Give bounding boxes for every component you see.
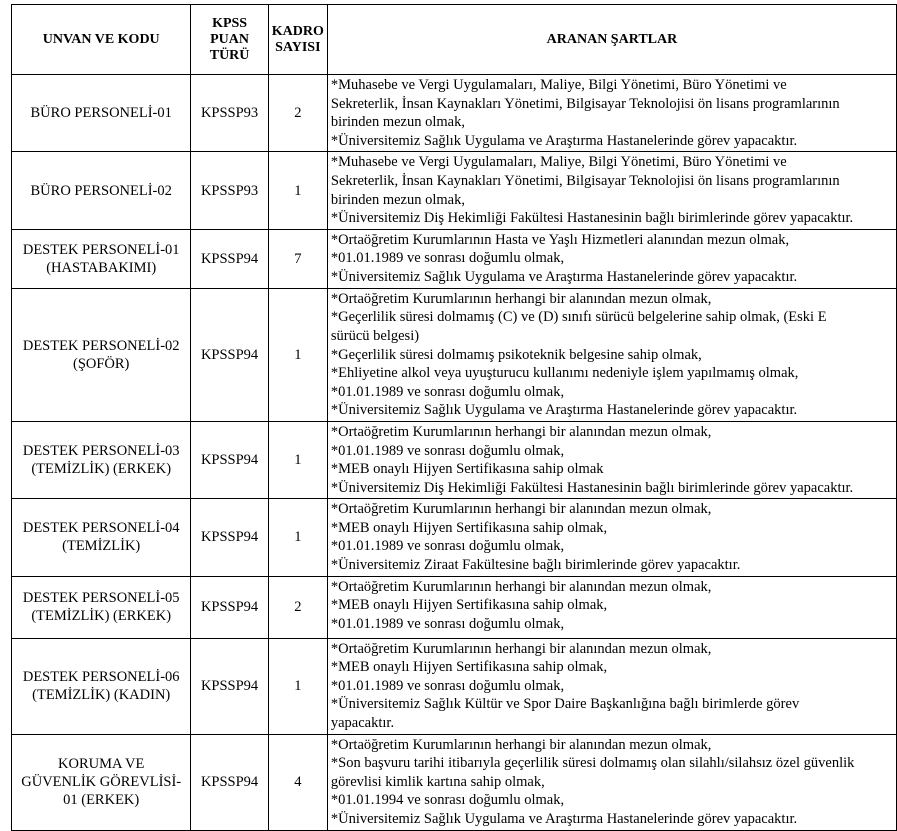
position-title: [12, 75, 191, 152]
header-kadro: KADRO SAYISI: [268, 5, 327, 75]
requirements-cell: [327, 229, 896, 288]
table-row: [12, 499, 897, 576]
requirement-line: *Üniversitemiz Sağlık Uygulama ve Araştırma Hastanelerinde görev yapacaktır.: [330, 268, 798, 285]
position-title-line: BÜRO PERSONELİ-02: [30, 182, 172, 199]
requirement-line: *Üniversitemiz Diş Hekimliği Fakültesi Hastanesinin bağlı birimlerinde görev yapacaktır.: [330, 210, 854, 227]
position-count: 1: [268, 152, 327, 229]
requirement-line: *01.01.1989 ve sonrası doğumlu olmak,: [330, 442, 565, 459]
requirement-line: *Geçerlilik süresi dolmamış (C) ve (D) sınıfı sürücü belgelerine sahip olmak, (Eski E: [330, 309, 827, 326]
requirement-line: *Muhasebe ve Vergi Uygulamaları, Maliye, Bilgi Yönetimi, Büro Yönetimi ve: [330, 154, 787, 171]
position-title: [12, 734, 191, 830]
table-row: [12, 288, 897, 421]
requirement-line: *01.01.1989 ve sonrası doğumlu olmak,: [330, 615, 565, 632]
position-title-line: KORUMA VE: [58, 756, 145, 773]
table-row: [12, 638, 897, 734]
requirement-line: *01.01.1989 ve sonrası doğumlu olmak,: [330, 677, 565, 694]
position-count: 1: [268, 421, 327, 498]
requirement-line: *Son başvuru tarihi itibarıyla geçerlilik süresi dolmamış olan silahlı/silahsız özel güvenlik: [330, 755, 855, 772]
table-row: [12, 229, 897, 288]
position-title-line: (TEMİZLİK): [62, 538, 141, 555]
requirement-line: *Ortaöğretim Kurumlarının herhangi bir alanından mezun olmak,: [330, 290, 712, 307]
kpss-score-type: KPSSP94: [191, 421, 268, 498]
position-count: 1: [268, 499, 327, 576]
position-title-line: (HASTABAKIMI): [46, 259, 157, 276]
requirement-line: *Ortaöğretim Kurumlarının herhangi bir alanından mezun olmak,: [330, 423, 712, 440]
requirement-line: *MEB onaylı Hijyen Sertifikasına sahip olmak,: [330, 597, 608, 614]
requirements-cell: [327, 288, 896, 421]
position-title-line: DESTEK PERSONELİ-04: [22, 520, 180, 537]
position-title: [12, 421, 191, 498]
position-title-line: GÜVENLİK GÖREVLİSİ-: [21, 774, 182, 791]
requirements-cell: [327, 152, 896, 229]
requirement-line: *Üniversitemiz Ziraat Fakültesine bağlı birimlerinde görev yapacaktır.: [330, 557, 741, 574]
kpss-score-type: KPSSP94: [191, 576, 268, 638]
requirements-cell: [327, 638, 896, 734]
requirement-line: Sekreterlik, İnsan Kaynakları Yönetimi, Bilgisayar Teknolojisi ön lisans programlarının: [330, 172, 840, 189]
position-title: [12, 576, 191, 638]
header-row: [12, 5, 897, 75]
requirement-line: *01.01.1989 ve sonrası doğumlu olmak,: [330, 383, 565, 400]
table-row: [12, 75, 897, 152]
kpss-score-type: KPSSP94: [191, 288, 268, 421]
table-row: [12, 152, 897, 229]
requirements-cell: [327, 421, 896, 498]
kpss-score-type: KPSSP93: [191, 75, 268, 152]
position-title-line: DESTEK PERSONELİ-01: [22, 241, 180, 258]
requirement-line: *Ortaöğretim Kurumlarının herhangi bir alanından mezun olmak,: [330, 578, 712, 595]
table-row: [12, 421, 897, 498]
position-title-line: DESTEK PERSONELİ-03: [22, 443, 180, 460]
requirement-line: *Muhasebe ve Vergi Uygulamaları, Maliye, Bilgi Yönetimi, Büro Yönetimi ve: [330, 77, 787, 93]
requirement-line: sürücü belgesi): [330, 327, 420, 344]
position-title-line: (TEMİZLİK) (ERKEK): [31, 608, 172, 625]
position-title-line: DESTEK PERSONELİ-05: [22, 590, 180, 607]
position-title-line: 01 (ERKEK): [63, 792, 140, 809]
requirement-line: *Geçerlilik süresi dolmamış psikoteknik belgesine sahip olmak,: [330, 346, 702, 363]
requirement-line: *Üniversitemiz Sağlık Kültür ve Spor Daire Başkanlığına bağlı birimlerde görev: [330, 696, 800, 713]
requirement-line: *01.01.1989 ve sonrası doğumlu olmak,: [330, 250, 565, 267]
requirement-line: *Üniversitemiz Sağlık Uygulama ve Araştırma Hastanelerinde görev yapacaktır.: [330, 132, 798, 149]
position-title: [12, 638, 191, 734]
requirement-line: Sekreterlik, İnsan Kaynakları Yönetimi, Bilgisayar Teknolojisi ön lisans programlarının: [330, 95, 840, 112]
position-count: 7: [268, 229, 327, 288]
requirement-line: *Ortaöğretim Kurumlarının herhangi bir alanından mezun olmak,: [330, 501, 712, 518]
requirements-cell: [327, 75, 896, 152]
requirement-line: *Üniversitemiz Sağlık Uygulama ve Araştırma Hastanelerinde görev yapacaktır.: [330, 811, 798, 827]
positions-table: [11, 4, 897, 831]
position-title-line: DESTEK PERSONELİ-06: [22, 669, 180, 686]
table-row: [12, 734, 897, 830]
position-count: 1: [268, 288, 327, 421]
requirement-line: görevlisi kimlik kartına sahip olmak,: [330, 773, 545, 790]
requirement-line: yapacaktır.: [330, 715, 395, 732]
position-title: [12, 499, 191, 576]
requirement-line: *MEB onaylı Hijyen Sertifikasına sahip olmak: [330, 461, 604, 478]
requirement-line: *Ortaöğretim Kurumlarının herhangi bir alanından mezun olmak,: [330, 640, 712, 657]
position-count: 4: [268, 734, 327, 830]
requirement-line: *01.01.1989 ve sonrası doğumlu olmak,: [330, 538, 565, 555]
requirement-line: *Ortaöğretim Kurumlarının Hasta ve Yaşlı Hizmetleri alanından mezun olmak,: [330, 231, 790, 248]
position-count: 2: [268, 75, 327, 152]
requirement-line: *Üniversitemiz Sağlık Uygulama ve Araştırma Hastanelerinde görev yapacaktır.: [330, 402, 798, 419]
header-requirements: ARANAN ŞARTLAR: [327, 5, 896, 75]
kpss-score-type: KPSSP94: [191, 638, 268, 734]
requirement-line: *MEB onaylı Hijyen Sertifikasına sahip olmak,: [330, 659, 608, 676]
requirement-line: *MEB onaylı Hijyen Sertifikasına sahip olmak,: [330, 519, 608, 536]
header-title: UNVAN VE KODU: [12, 5, 191, 75]
kpss-score-type: KPSSP94: [191, 499, 268, 576]
requirements-cell: [327, 499, 896, 576]
position-count: 2: [268, 576, 327, 638]
kpss-score-type: KPSSP94: [191, 229, 268, 288]
kpss-score-type: KPSSP93: [191, 152, 268, 229]
position-title: [12, 288, 191, 421]
header-kpss: KPSS PUAN TÜRÜ: [191, 5, 268, 75]
position-title: [12, 152, 191, 229]
requirement-line: *Üniversitemiz Diş Hekimliği Fakültesi Hastanesinin bağlı birimlerinde görev yapacaktır.: [330, 479, 854, 496]
position-title-line: (TEMİZLİK) (KADIN): [32, 687, 171, 704]
position-title-line: (TEMİZLİK) (ERKEK): [31, 461, 172, 478]
requirement-line: *Ortaöğretim Kurumlarının herhangi bir alanından mezun olmak,: [330, 736, 712, 753]
requirement-line: *Ehliyetine alkol veya uyuşturucu kullanımı nedeniyle işlem yapılmamış olmak,: [330, 365, 799, 382]
requirement-line: birinden mezun olmak,: [330, 114, 465, 131]
requirement-line: birinden mezun olmak,: [330, 191, 465, 208]
position-title-line: BÜRO PERSONELİ-01: [30, 105, 172, 122]
kpss-score-type: KPSSP94: [191, 734, 268, 830]
requirements-cell: [327, 734, 896, 830]
requirements-cell: [327, 576, 896, 638]
table-row: [12, 576, 897, 638]
position-title: [12, 229, 191, 288]
position-title-line: DESTEK PERSONELİ-02: [22, 337, 180, 354]
position-title-line: (ŞOFÖR): [72, 355, 130, 372]
requirement-line: *01.01.1994 ve sonrası doğumlu olmak,: [330, 792, 565, 809]
position-count: 1: [268, 638, 327, 734]
